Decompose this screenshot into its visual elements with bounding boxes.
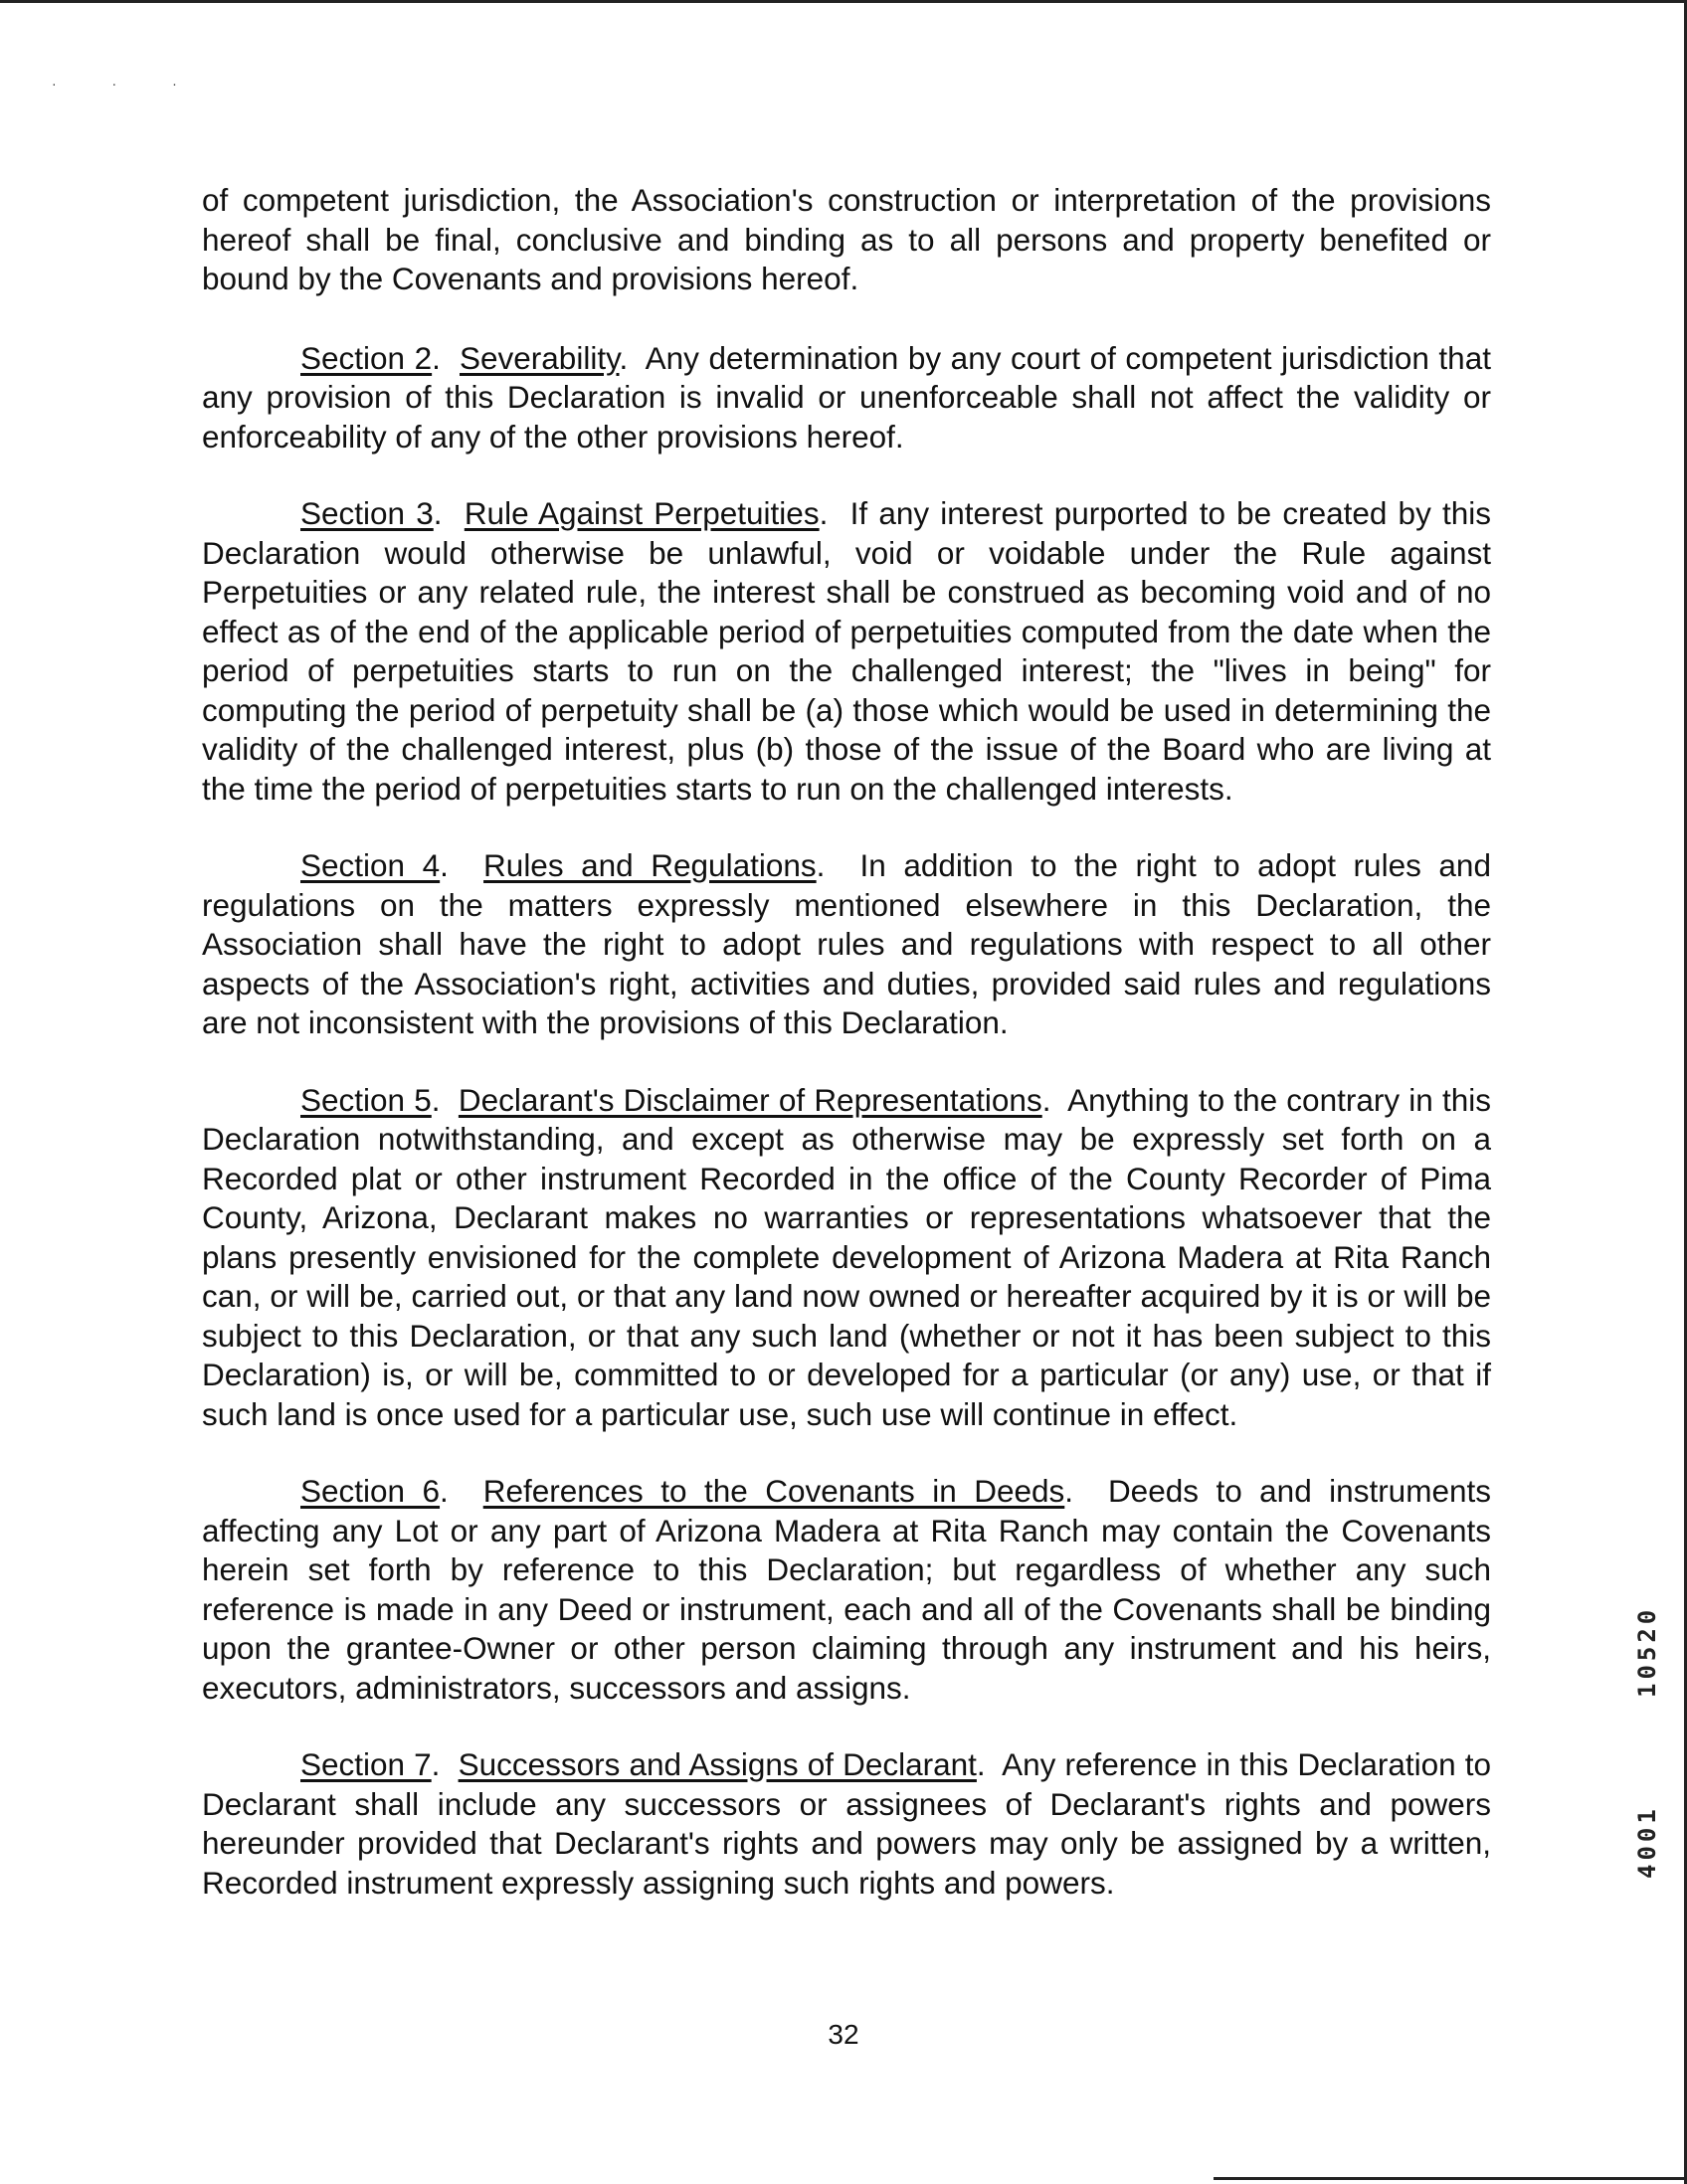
section-body: Any reference in this Declaration to Declarant shall include any successors or assignees of Declarant's rights and powers hereunder provided that Declarant's rights and powers may only be assigned by a written, Recorded instrument expressly assigning such rights and powers. bbox=[202, 1746, 1491, 1901]
section-title: Successors and Assigns of Declarant bbox=[458, 1746, 977, 1782]
recording-stamp-lower: 4001 bbox=[1633, 1805, 1661, 1879]
section-body: Any determination by any court of competent jurisdiction that any provision of this Declaration is invalid or unenforceable shall not affect the validity or enforceability of any of the other provisions hereof. bbox=[202, 339, 1491, 455]
section-5: Section 5. Declarant's Disclaimer of Representations. Anything to the contrary in this Declaration notwithstanding, and except as otherwise may be expressly set forth on a Recorded plat or other instrument Recorded in the office of the County Recorder of Pima County, Arizona, Declarant makes no warranties or representations whatsoever that the plans presently envisioned for the complete development of Arizona Madera at Rita Ranch can, or will be, carried out, or that any land now owned or hereafter acquired by it is or will be subject to this Declaration, or that any such land (whether or not it has been subject to this Declaration) is, or will be, committed to or developed for a particular (or any) use, or that if such land is once used for a particular use, such use will continue in effect. bbox=[202, 1081, 1491, 1432]
page-number: 32 bbox=[828, 2019, 859, 2050]
section-number: Section 3 bbox=[300, 495, 434, 531]
section-number: Section 2 bbox=[300, 339, 433, 376]
section-number: Section 4 bbox=[300, 847, 441, 883]
section-title: Declarant's Disclaimer of Representations bbox=[458, 1081, 1042, 1118]
section-7: Section 7. Successors and Assigns of Declarant. Any reference in this Declaration to Declarant shall include any successors or assignees of Declarant's rights and powers hereunder provided that Declarant's rights and powers may only be assigned by a written, Recorded instrument expressly assigning such rights and powers. bbox=[202, 1746, 1491, 1901]
scan-edge-top bbox=[0, 0, 1687, 3]
section-number: Section 5 bbox=[300, 1081, 432, 1118]
section-title: Rules and Regulations bbox=[483, 847, 817, 883]
section-number: Section 6 bbox=[300, 1473, 441, 1509]
section-6: Section 6. References to the Covenants in Deeds. Deeds to and instruments affecting any Lot or any part of Arizona Madera at Rita Ranch may contain the Covenants herein set forth by reference to this Declaration; but regardless of whether any such reference is made in any Deed or instrument, each and all of the Covenants shall be binding upon the grantee-Owner or other person claiming through any instrument and his heirs, executors, administrators, successors and assigns. bbox=[202, 1473, 1491, 1706]
scan-edge-bottom bbox=[1214, 2177, 1687, 2180]
section-body: Anything to the contrary in this Declaration notwithstanding, and except as otherwise may be expressly set forth on a Recorded plat or other instrument Recorded in the office of the County Recorder of Pima County, Arizona, Declarant makes no warranties or representations whatsoever that the plans presently envisioned for the complete development of Arizona Madera at Rita Ranch can, or will be, carried out, or that any land now owned or hereafter acquired by it is or will be subject to this Declaration, or that any such land (whether or not it has been subject to this Declaration) is, or will be, committed to or developed for a particular (or any) use, or that if such land is once used for a particular use, such use will continue in effect. bbox=[202, 1081, 1491, 1432]
lead-paragraph: of competent jurisdiction, the Association's construction or interpretation of the provisions hereof shall be final, conclusive and binding as to all persons and property benefited or bound by the Covenants and provisions hereof. bbox=[202, 182, 1491, 296]
section-title: Rule Against Perpetuities bbox=[464, 495, 820, 531]
section-body: If any interest purported to be created by this Declaration would otherwise be unlawful, void or voidable under the Rule against Perpetuities or any related rule, the interest shall be construed as becoming void and of no effect as of the end of the applicable period of perpetuities computed from the date when the period of perpetuities starts to run on the challenged interest; the "lives in being" for computing the period of perpetuity shall be (a) those which would be used in determining the validity of the challenged interest, plus (b) those of the issue of the Board who are living at the time the period of perpetuities starts to run on the challenged interests. bbox=[202, 495, 1491, 807]
recording-stamp-upper: 10520 bbox=[1633, 1605, 1661, 1699]
section-4: Section 4. Rules and Regulations. In addition to the right to adopt rules and regulations on the matters expressly mentioned elsewhere in this Declaration, the Association shall have the right to adopt rules and regulations with respect to all other aspects of the Association's right, activities and duties, provided said rules and regulations are not inconsistent with the provisions of this Declaration. bbox=[202, 847, 1491, 1040]
section-title: Severability bbox=[460, 339, 620, 376]
section-3: Section 3. Rule Against Perpetuities. If any interest purported to be created by this Declaration would otherwise be unlawful, void or voidable under the Rule against Perpetuities or any related rule, the interest shall be construed as becoming void and of no effect as of the end of the applicable period of perpetuities computed from the date when the period of perpetuities starts to run on the challenged interest; the "lives in being" for computing the period of perpetuity shall be (a) those which would be used in determining the validity of the challenged interest, plus (b) those of the issue of the Board who are living at the time the period of perpetuities starts to run on the challenged interests. bbox=[202, 495, 1491, 807]
scan-specks: · · · bbox=[52, 76, 203, 91]
section-body: Deeds to and instruments affecting any Lot or any part of Arizona Madera at Rita Ranch may contain the Covenants herein set forth by reference to this Declaration; but regardless of whether any such reference is made in any Deed or instrument, each and all of the Covenants shall be binding upon the grantee-Owner or other person claiming through any instrument and his heirs, executors, administrators, successors and assigns. bbox=[202, 1473, 1491, 1706]
section-number: Section 7 bbox=[300, 1746, 432, 1782]
section-body: In addition to the right to adopt rules and regulations on the matters expressly mentioned elsewhere in this Declaration, the Association shall have the right to adopt rules and regulations with respect to all other aspects of the Association's right, activities and duties, provided said rules and regulations are not inconsistent with the provisions of this Declaration. bbox=[202, 847, 1491, 1040]
document-body bbox=[202, 181, 1491, 1940]
section-2: Section 2. Severability. Any determination by any court of competent jurisdiction that any provision of this Declaration is invalid or unenforceable shall not affect the validity or enforceability of any of the other provisions hereof. bbox=[202, 339, 1491, 455]
section-title: References to the Covenants in Deeds bbox=[482, 1473, 1065, 1509]
